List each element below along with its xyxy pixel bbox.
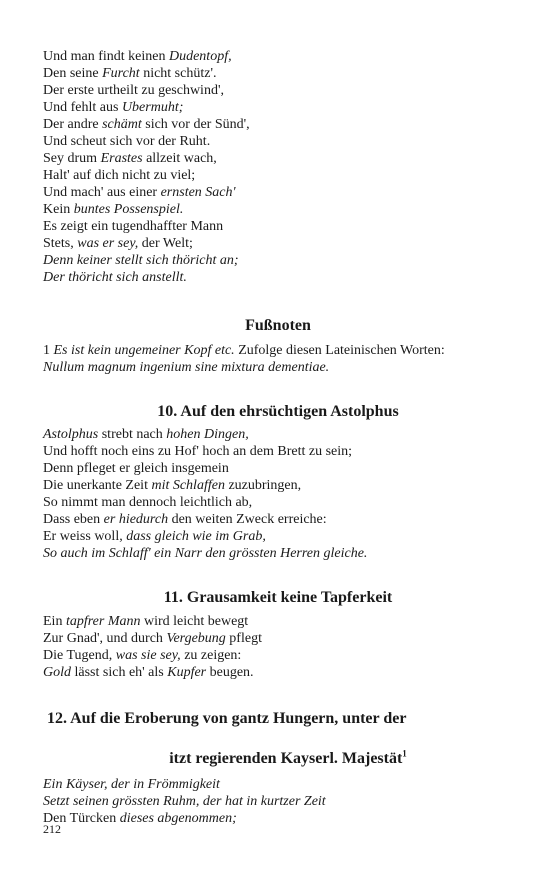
text-segment: Ein bbox=[43, 614, 66, 629]
italic-text: Ubermuht; bbox=[121, 100, 184, 115]
text-segment: Der erste urtheilt zu geschwind', bbox=[43, 83, 224, 98]
text-segment: lässt sich eh' als bbox=[71, 665, 168, 680]
italic-text: er hiedurch bbox=[103, 512, 169, 527]
verse-line bbox=[43, 460, 513, 477]
italic-text: Erastes bbox=[100, 151, 143, 166]
italic-text: Ein Käyser, der in Frömmigkeit bbox=[43, 777, 220, 792]
italic-text: buntes Possenspiel. bbox=[73, 202, 184, 217]
verse-line bbox=[43, 235, 513, 252]
footnotes-body bbox=[43, 342, 513, 376]
text-segment: beugen. bbox=[206, 665, 254, 680]
text-segment: Den seine bbox=[43, 66, 103, 81]
italic-text: Kupfer bbox=[167, 665, 207, 680]
verse-line bbox=[43, 545, 513, 562]
section-12-heading-text: itzt regierenden Kayserl. Majestät bbox=[169, 750, 403, 767]
italic-text: hohen Dingen, bbox=[166, 427, 249, 442]
footnotes-heading: Fußnoten bbox=[245, 317, 311, 334]
text-segment: Und fehlt aus bbox=[43, 100, 122, 115]
text-segment: Die Tugend, bbox=[43, 648, 116, 663]
italic-text: mit Schlaffen bbox=[151, 478, 225, 493]
text-segment: Kein bbox=[43, 202, 74, 217]
text-segment: Die unerkante Zeit bbox=[43, 478, 152, 493]
text-segment: So nimmt man dennoch leichtlich ab, bbox=[43, 495, 253, 510]
section-10-poem bbox=[43, 426, 513, 562]
text-segment: sich vor der Sünd', bbox=[141, 117, 250, 132]
italic-text: Astolphus bbox=[43, 427, 99, 442]
text-segment: Und scheut sich vor der Ruht. bbox=[43, 134, 211, 149]
text-segment: Und man findt keinen bbox=[43, 49, 169, 64]
verse-line bbox=[43, 133, 513, 150]
verse-line bbox=[43, 82, 513, 99]
verse-line bbox=[43, 65, 513, 82]
italic-text: Es ist kein ungemeiner Kopf etc. bbox=[53, 343, 235, 358]
text-segment: Dass eben bbox=[43, 512, 104, 527]
text-segment: Zufolge diesen Lateinischen Worten: bbox=[234, 343, 445, 358]
text-segment: Es zeigt ein tugendhaffter Mann bbox=[43, 219, 224, 234]
section-11-poem bbox=[43, 613, 513, 681]
verse-line bbox=[43, 776, 513, 793]
text-segment: den weiten Zweck erreiche: bbox=[168, 512, 327, 527]
text-segment: wird leicht bewegt bbox=[140, 614, 249, 629]
book-page bbox=[43, 48, 513, 827]
verse-line bbox=[43, 426, 513, 443]
page-number: 212 bbox=[43, 822, 61, 836]
text-segment: Der andre bbox=[43, 117, 103, 132]
italic-text: was er sey, bbox=[77, 236, 139, 251]
text-segment: Und mach' aus einer bbox=[43, 185, 161, 200]
text-segment: der Welt; bbox=[138, 236, 193, 251]
verse-line bbox=[43, 613, 513, 630]
text-segment: 1 bbox=[43, 343, 54, 358]
verse-line bbox=[43, 810, 513, 827]
text-segment: Den Türcken bbox=[43, 811, 120, 826]
verse-line bbox=[43, 494, 513, 511]
italic-text: schämt bbox=[102, 117, 142, 132]
italic-text: Dudentopf, bbox=[168, 49, 232, 64]
verse-line bbox=[43, 793, 513, 810]
italic-text: Furcht bbox=[102, 66, 140, 81]
italic-text: Denn keiner stellt sich thöricht an; bbox=[43, 253, 239, 268]
text-segment: Er weiss woll, bbox=[43, 529, 127, 544]
verse-line bbox=[43, 528, 513, 545]
poem-top bbox=[43, 48, 513, 286]
text-segment: Denn pfleget er gleich insgemein bbox=[43, 461, 229, 476]
text-segment: allzeit wach, bbox=[142, 151, 217, 166]
italic-text: Nullum magnum ingenium sine mixtura dementiae. bbox=[43, 360, 330, 375]
italic-text: dass gleich wie im Grab, bbox=[126, 529, 266, 544]
text-segment: zu zeigen: bbox=[180, 648, 242, 663]
section-12-heading-line1: 12. Auf die Eroberung von gantz Hungern, unter der bbox=[47, 710, 407, 727]
italic-text: dieses abgenommen; bbox=[119, 811, 237, 826]
text-segment: Zur Gnad', und durch bbox=[43, 631, 167, 646]
verse-line bbox=[43, 511, 513, 528]
verse-line bbox=[43, 116, 513, 133]
verse-line bbox=[43, 99, 513, 116]
section-12-poem bbox=[43, 776, 513, 827]
text-segment: Stets, bbox=[43, 236, 78, 251]
italic-text: Gold bbox=[43, 665, 71, 680]
verse-line bbox=[43, 342, 513, 359]
verse-line bbox=[43, 443, 513, 460]
text-segment: zuzubringen, bbox=[224, 478, 302, 493]
italic-text: ernsten Sach' bbox=[160, 185, 236, 200]
verse-line bbox=[43, 252, 513, 269]
verse-line bbox=[43, 647, 513, 664]
italic-text: Der thöricht sich anstellt. bbox=[43, 270, 187, 285]
text-segment: Und hofft noch eins zu Hof' hoch an dem Brett zu sein; bbox=[43, 444, 353, 459]
italic-text: So auch im Schlaff' ein Narr den grössten Herren gleiche. bbox=[43, 546, 368, 561]
text-segment: strebt nach bbox=[98, 427, 167, 442]
verse-line bbox=[43, 359, 513, 376]
verse-line bbox=[43, 630, 513, 647]
verse-line bbox=[43, 477, 513, 494]
text-segment: Sey drum bbox=[43, 151, 101, 166]
section-10-heading: 10. Auf den ehrsüchtigen Astolphus bbox=[157, 403, 399, 420]
italic-text: Vergebung bbox=[166, 631, 226, 646]
italic-text: tapfrer Mann bbox=[65, 614, 141, 629]
verse-line bbox=[43, 48, 513, 65]
section-11-heading: 11. Grausamkeit keine Tapferkeit bbox=[163, 589, 393, 606]
verse-line bbox=[43, 269, 513, 286]
text-segment: pflegt bbox=[225, 631, 262, 646]
text-segment: nicht schütz'. bbox=[139, 66, 217, 81]
verse-line bbox=[43, 184, 513, 201]
footnote-ref-1[interactable]: 1 bbox=[402, 748, 407, 759]
verse-line bbox=[43, 664, 513, 681]
text-segment: Halt' auf dich nicht zu viel; bbox=[43, 168, 196, 183]
verse-line bbox=[43, 218, 513, 235]
verse-line bbox=[43, 167, 513, 184]
verse-line bbox=[43, 150, 513, 167]
section-12-heading-line2 bbox=[43, 749, 513, 769]
italic-text: Setzt seinen grössten Ruhm, der hat in kurtzer Zeit bbox=[43, 794, 326, 809]
verse-line bbox=[43, 201, 513, 218]
italic-text: was sie sey, bbox=[115, 648, 181, 663]
